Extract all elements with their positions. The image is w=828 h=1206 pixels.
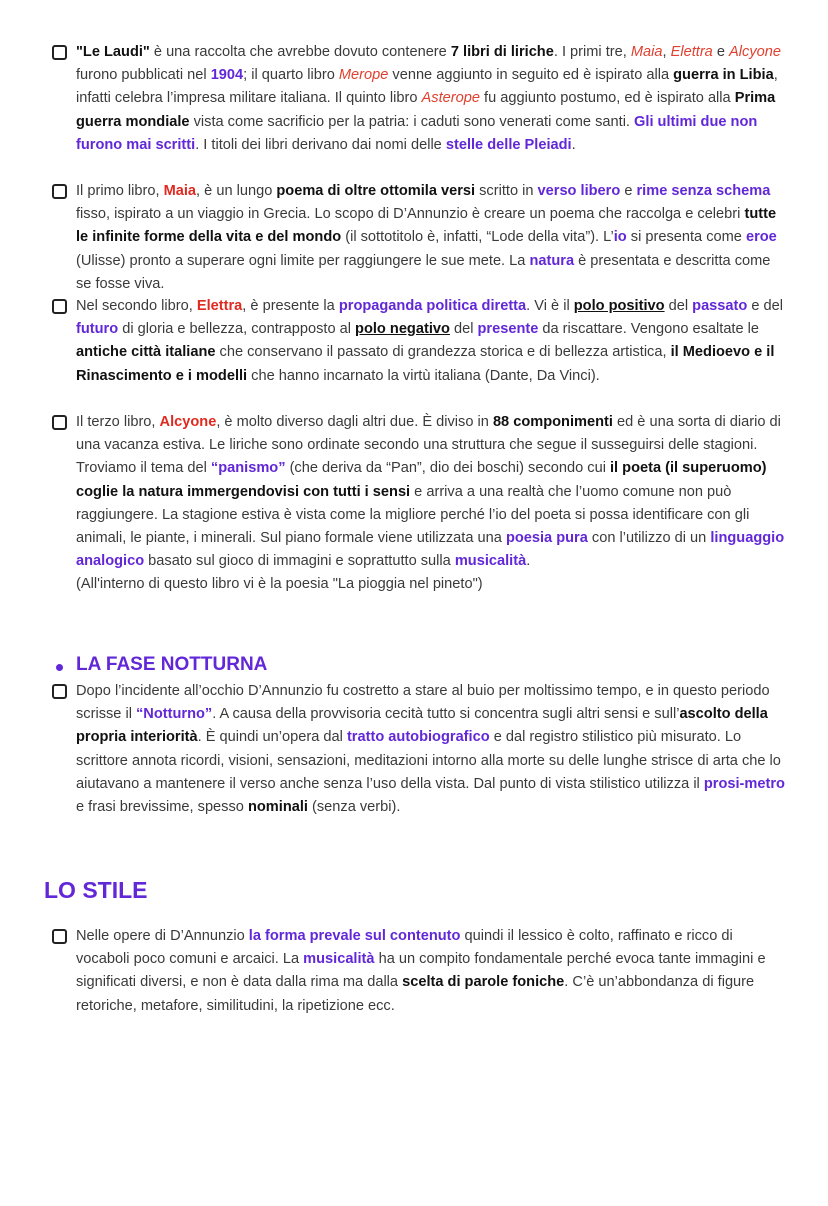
bold-text: antiche città italiane: [76, 344, 216, 361]
book-name: Asterope: [421, 90, 480, 107]
section-heading-lo-stile: LO STILE: [44, 877, 148, 903]
text: di gloria e bellezza, contrapposto al: [118, 321, 356, 338]
bold-text: nominali: [247, 799, 308, 816]
highlight: prosi-metro: [703, 775, 785, 792]
highlight: la forma prevale sul contenuto: [248, 928, 461, 944]
highlight: eroe: [745, 229, 777, 246]
text: si presenta come: [626, 229, 746, 246]
highlight: io: [613, 229, 627, 246]
bold-text: scelta di parole foniche: [402, 974, 565, 991]
bold-text: poema di oltre ottomila versi: [276, 183, 476, 199]
text: (Ulisse) pronto a superare ogni limite per raggiungere le sue mete. La: [76, 252, 530, 269]
bold-text: 88 componimenti: [492, 414, 613, 430]
checkbox[interactable]: [52, 929, 67, 944]
text: e: [712, 44, 730, 60]
book-name: Maia: [630, 44, 663, 60]
text: . I primi tre,: [553, 44, 631, 60]
text: e del: [747, 298, 784, 314]
title-le-laudi: "Le Laudi": [76, 44, 150, 60]
highlight: rime senza schema: [636, 183, 771, 199]
text: .: [571, 136, 576, 153]
text: vista come sacrificio per la patria: i caduti sono venerati come santi.: [189, 113, 635, 130]
text: da riscattare. Vengono esaltate le: [538, 321, 760, 338]
list-item-stile: [76, 925, 788, 1018]
highlight: Gli ultimi due non furono mai scritti: [76, 113, 758, 153]
text: (il sottotitolo è, infatti, “Lode della vita”). L’: [341, 229, 614, 246]
text: ,: [662, 44, 671, 60]
bold-underlined: polo negativo: [355, 321, 450, 338]
bold-text: tutte le infinite forme della vita e del mondo: [76, 206, 777, 246]
text: Il primo libro,: [76, 183, 164, 199]
highlight: tratto autobiografico: [346, 729, 490, 746]
text: e dal registro stilistico più misurato. Lo scrittore annota ricordi, visioni, sensazioni, meditazioni intorno alla morte su delle lunghe strisce di arta che lo aiutavano a mantenere il verso anche senza l’uso della vista. Dal punto di vista stilistico utilizza il: [76, 729, 781, 792]
list-item-elettra: [76, 295, 788, 388]
bold-text: ascolto della propria interiorità: [76, 706, 768, 746]
highlight: musicalità: [454, 553, 527, 570]
text: Il terzo libro,: [76, 414, 160, 430]
book-name: Alcyone: [159, 414, 217, 430]
text: , infatti celebra l’impresa militare italiana. Il quinto libro: [76, 67, 778, 107]
book-name: Maia: [163, 183, 197, 199]
text: basato sul gioco di immagini e soprattutto sulla: [144, 553, 455, 570]
text: , è un lungo: [196, 183, 277, 199]
text: (che deriva da “Pan”, dio dei boschi) secondo cui: [285, 460, 610, 477]
checkbox[interactable]: [52, 45, 67, 60]
text: . I titoli dei libri derivano dai nomi delle: [195, 136, 446, 153]
text: fu aggiunto postumo, ed è ispirato alla: [479, 90, 735, 107]
section-heading-fase-notturna: LA FASE NOTTURNA: [76, 654, 268, 675]
highlight: poesia pura: [505, 530, 588, 547]
text: e frasi brevissime, spesso: [76, 799, 248, 816]
book-name: Elettra: [196, 298, 243, 314]
bold-underlined: polo positivo: [573, 298, 665, 314]
list-item-alcyone: [76, 411, 788, 597]
text: scritto in: [475, 183, 538, 199]
highlight: natura: [529, 252, 575, 269]
text: venne aggiunto in seguito ed è ispirato alla: [388, 67, 674, 84]
list-item-le-laudi: [76, 41, 788, 157]
text: . A causa della provvisoria cecità tutto si concentra sugli altri sensi e sull’: [212, 706, 680, 723]
text: Dopo l’incidente all’occhio D’Annunzio fu costretto a stare al buio per moltissimo tempo, e in questo periodo scrisse il: [76, 683, 770, 723]
highlight: presente: [477, 321, 539, 338]
book-name: Elettra: [670, 44, 713, 60]
text: . C’è un’abbondanza di figure retoriche, metafore, similitudini, la ripetizione ecc.: [76, 974, 755, 1014]
highlight: propaganda politica diretta: [338, 298, 527, 314]
text: del: [449, 321, 478, 338]
highlight: stelle delle Pleiadi: [445, 136, 572, 153]
text: è una raccolta che avrebbe dovuto contenere: [149, 44, 451, 60]
highlight: “panismo”: [210, 460, 286, 477]
checkbox[interactable]: [52, 415, 67, 430]
book-name: Alcyone: [729, 44, 781, 60]
bold-text: il poeta (il superuomo) coglie la natura immergendovisi con tutti i sensi: [76, 460, 767, 500]
text: con l’utilizzo di un: [587, 530, 711, 547]
list-item-maia: [76, 180, 788, 296]
bold-text: 7 libri di liriche: [450, 44, 554, 60]
highlight: “Notturno”: [136, 706, 213, 723]
bullet-icon: [56, 664, 63, 671]
text: .: [526, 553, 531, 570]
highlight: passato: [692, 298, 748, 314]
text: . È quindi un’opera dal: [197, 729, 347, 746]
text: ; il quarto libro: [243, 67, 339, 84]
text: che hanno incarnato la virtù italiana (Dante, Da Vinci).: [247, 367, 600, 384]
highlight: linguaggio analogico: [76, 530, 785, 570]
book-name: Merope: [338, 67, 389, 84]
text: quindi il lessico è colto, raffinato e ricco di vocaboli poco comuni e arcaici. La: [76, 928, 733, 968]
text: Nelle opere di D’Annunzio: [76, 928, 249, 944]
checkbox[interactable]: [52, 184, 67, 199]
text: . Vi è il: [526, 298, 574, 314]
note: (All'interno di questo libro vi è la poesia "La pioggia nel pineto"): [76, 576, 483, 593]
highlight: verso libero: [537, 183, 621, 199]
text: furono pubblicati nel: [76, 67, 211, 84]
highlight: musicalità: [303, 951, 375, 968]
highlight: 1904: [210, 67, 244, 84]
text: che conservano il passato di grandezza storica e di bellezza artistica,: [215, 344, 671, 361]
text: del: [664, 298, 693, 314]
text: ed è una sorta di diario di una vacanza estiva. Le liriche sono ordinate secondo una struttura che segue il susseguirsi delle stagioni. Troviamo il tema del: [76, 414, 781, 477]
text: Nel secondo libro,: [76, 298, 197, 314]
text: e arriva a una realtà che l’uomo comune non può raggiungere. La stagione estiva è vista come la migliore perché l’io del poeta si possa identificare con gli animali, le piante, i minerali. Sul piano formale viene utilizzata una: [76, 483, 750, 547]
text: è presentata e descritta come se fosse viva.: [76, 252, 771, 292]
text: fisso, ispirato a un viaggio in Grecia. Lo scopo di D’Annunzio è creare un poema che raccolga e celebri: [76, 206, 745, 223]
list-item-notturno: [76, 680, 788, 819]
text: , è presente la: [242, 298, 339, 314]
text: (senza verbi).: [307, 799, 401, 816]
bold-text: Prima guerra mondiale: [76, 90, 776, 130]
checkbox[interactable]: [52, 299, 67, 314]
checkbox[interactable]: [52, 684, 67, 699]
text: e: [620, 183, 637, 199]
bold-text: il Medioevo e il Rinascimento e i modelli: [76, 344, 775, 384]
bold-text: guerra in Libia: [673, 67, 774, 84]
highlight: futuro: [76, 321, 119, 338]
text: , è molto diverso dagli altri due. È diviso in: [216, 414, 493, 430]
text: ha un compito fondamentale perché evoca tante immagini e significati diversi, e non è data dalla rima ma dalla: [76, 951, 766, 991]
